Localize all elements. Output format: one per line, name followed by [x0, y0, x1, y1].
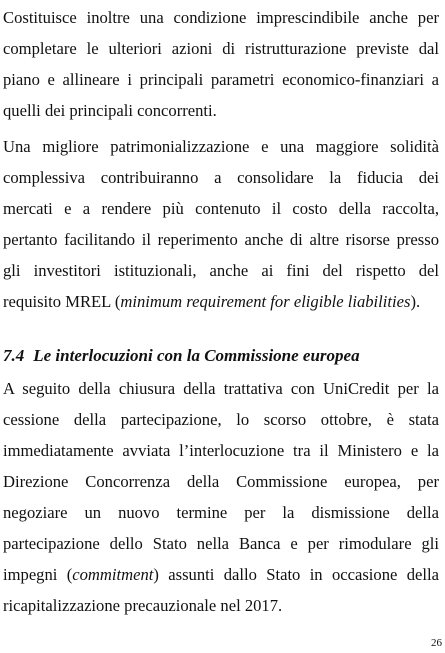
paragraph-commission: [3, 373, 439, 621]
text-line: Una migliore patrimonializzazione e una maggiore solidità: [3, 137, 439, 156]
text-line-commitment: [3, 559, 439, 590]
page-number: 26: [431, 637, 442, 649]
text-line: pertanto facilitando il reperimento anche di altre risorse presso: [3, 230, 439, 249]
text-line: gli investitori istituzionali, anche ai fini del rispetto del: [3, 261, 439, 280]
text-line: immediatamente avviata l’interlocuzione tra il Ministero e la: [3, 441, 439, 460]
text-line: completare le ulteriori azioni di ristrutturazione previste dal: [3, 39, 439, 58]
text-fragment: impegni (: [3, 565, 73, 584]
text-fragment: requisito MREL (: [3, 292, 121, 311]
text-line: quelli dei principali concorrenti.: [3, 101, 217, 120]
section-title: Le interlocuzioni con la Commissione europea: [33, 346, 360, 365]
italic-term: minimum requirement for eligible liabilities: [120, 292, 411, 311]
text-line: Direzione Concorrenza della Commissione europea, per: [3, 472, 439, 491]
text-line: piano e allineare i principali parametri economico-finanziari a: [3, 70, 439, 89]
text-line: cessione della partecipazione, lo scorso ottobre, è stata: [3, 410, 439, 429]
paragraph-capital-condition: [3, 2, 439, 126]
section-heading: [3, 340, 360, 371]
section-number: 7.4: [3, 346, 25, 365]
text-line: A seguito della chiusura della trattativa con UniCredit per la: [3, 379, 439, 398]
text-fragment: ) assunti dallo Stato in occasione della: [153, 565, 439, 584]
text-line: negoziare un nuovo termine per la dismissione della: [3, 503, 439, 522]
text-fragment: ).: [410, 292, 421, 311]
text-line: ricapitalizzazione precauzionale nel 2017.: [3, 596, 283, 615]
text-line: Costituisce inoltre una condizione imprescindibile anche per: [3, 8, 439, 27]
text-line: complessiva contribuiranno a consolidare la fiducia dei: [3, 168, 439, 187]
italic-term: commitment: [72, 565, 154, 584]
text-line: mercati e a rendere più contenuto il costo della raccolta,: [3, 199, 439, 218]
paragraph-capitalization: [3, 131, 439, 317]
text-line-mrel: [3, 286, 439, 317]
text-line: partecipazione dello Stato nella Banca e per rimodulare gli: [3, 534, 439, 553]
